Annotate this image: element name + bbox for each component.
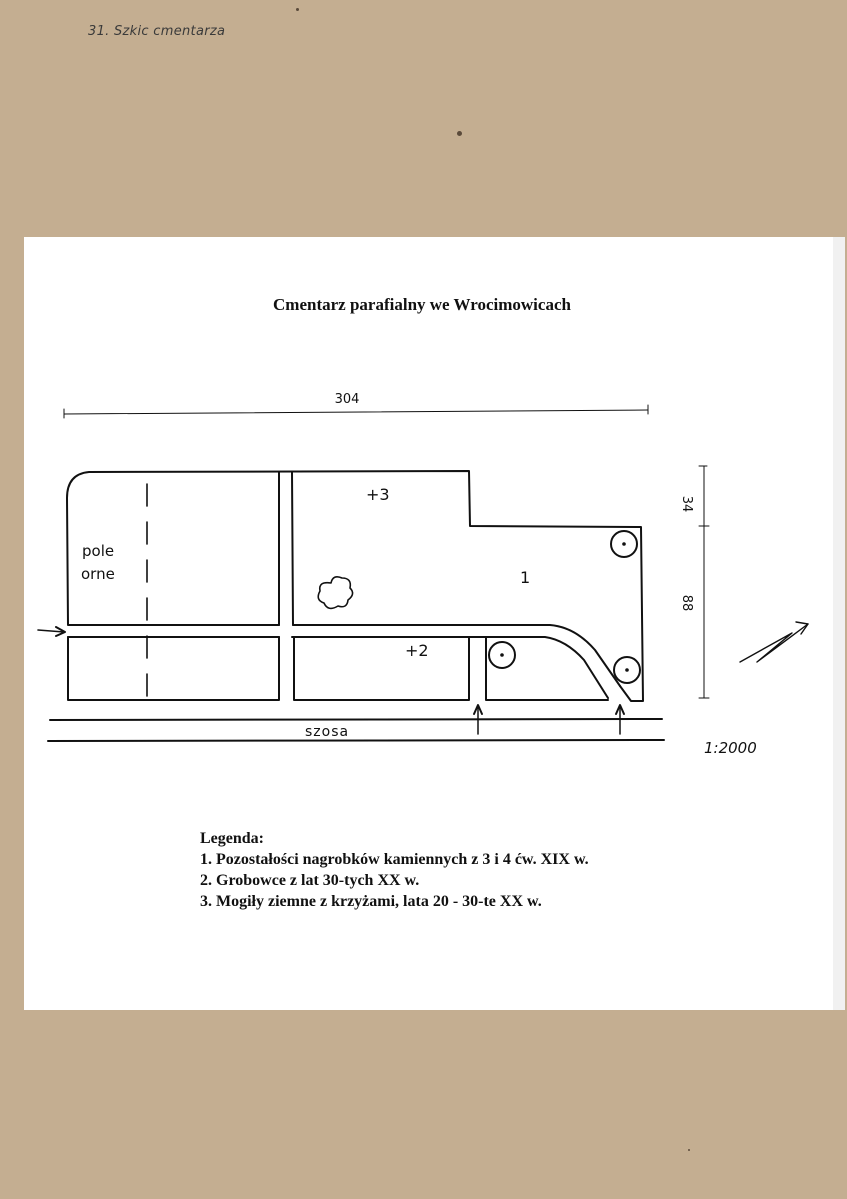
north-arrow [740,622,808,662]
road-edge [50,719,662,720]
zone-3-label: +3 [366,485,390,504]
legend-item: 2. Grobowce z lat 30-tych XX w. [200,872,420,889]
tree-symbol [318,577,352,609]
width-dimension-line [64,410,648,414]
road-edge [48,740,664,741]
cemetery-path [292,637,608,698]
scale-label: 1:2000 [704,739,757,757]
road-label: szosa [305,724,350,740]
depth-upper-label: 34 [679,495,694,513]
cemetery-path [293,625,620,686]
page-header-note: 31. Szkic cmentarza [88,24,226,39]
width-dimension-label: 304 [334,392,360,407]
legend-item: 1. Pozostałości nagrobków kamiennych z 3 i 4 ćw. XIX w. [200,851,589,868]
legend-item: 3. Mogiły ziemne z krzyżami, lata 20 - 30-te XX w. [200,893,542,910]
lower-block-left [68,637,279,700]
zone-1-label: 1 [520,568,531,587]
lower-block-middle [294,637,469,700]
field-label: orne [81,565,115,583]
map-title: Cmentarz parafialny we Wrocimowicach [273,295,571,314]
legend [200,828,589,912]
zone-2-label: +2 [405,641,429,660]
cemetery-upper-outline [67,471,643,701]
depth-lower-label: 88 [679,594,694,612]
legend-heading: Legenda: [200,830,264,847]
field-label: pole [82,542,115,560]
inner-divider [292,472,293,625]
